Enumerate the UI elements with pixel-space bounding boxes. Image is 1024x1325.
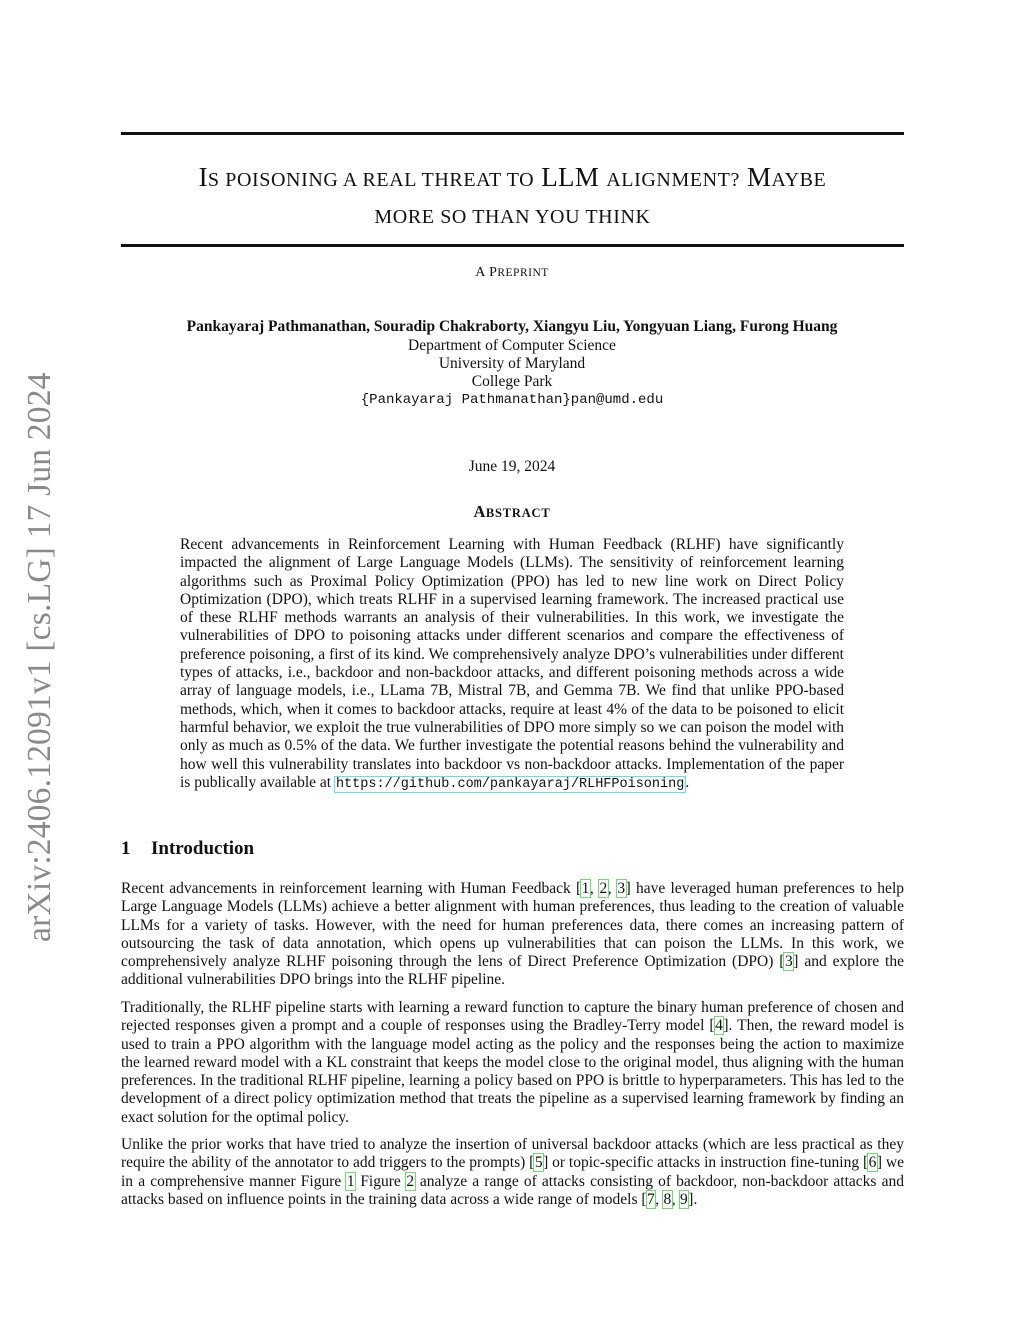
section-heading-introduction: 1 Introduction bbox=[121, 838, 255, 859]
citation-link[interactable]: 4 bbox=[715, 1017, 723, 1035]
title-top-rule bbox=[121, 132, 904, 135]
title-line-2: MORE SO THAN YOU THINK bbox=[374, 206, 651, 228]
affiliation-department: Department of Computer Science bbox=[408, 337, 616, 354]
citation-link[interactable]: 8 bbox=[663, 1190, 672, 1208]
abstract-body: Recent advancements in Reinforcement Learning with Human Feedback (RLHF) have significantly impacted the alignment of Large Language Models (LLMs). The sensitivity of reinforcement learning algorithms such as Proximal Policy Optimization (PPO) has led to new line work on Direct Policy Optimization (DPO), which treats RLHF in a supervised learning framework. The increased practical use of these RLHF methods warrants an analysis of their vulnerabilities. In this work, we investigate the vulnerabilities of DPO to poisoning attacks under different scenarios and compare the effectiveness of preference poisoning, a first of its kind. We comprehensively analyze DPO’s vulnerabilities under different types of attacks, i.e., backdoor and non-backdoor attacks, and different poisoning methods across a wide array of language models, i.e., LLama 7B, Mistral 7B, and Gemma 7B. We find that unlike PPO-based methods, which, when it comes to backdoor attacks, require at least 4% of the data to be poisoned to elicit harmful behavior, we exploit the true vulnerabilities of DPO more simply so we can poison the model with only as much as 0.5% of the data. We further investigate the potential reasons behind the vulnerability and how well this vulnerability translates into backdoor vs non-backdoor attacks. Implementation of the paper is publically available at https://github.com/pankayaraj/RLHFPoisoning. bbox=[180, 536, 844, 792]
figure-reference-link[interactable]: 2 bbox=[406, 1172, 415, 1190]
author-email: {Pankayaraj Pathmanathan}pan@umd.edu bbox=[360, 392, 664, 408]
citation-link[interactable]: 7 bbox=[647, 1190, 655, 1208]
preprint-label: A PREPRINT bbox=[475, 265, 549, 280]
intro-paragraph-1: Recent advancements in reinforcement learning with Human Feedback [1, 2, 3] have leveraged human preferences to help Large Language Models (LLMs) achieve a better alignment with human preferences, thus leading to the creation of valuable LLMs for a variety of tasks. However, with the need for human preferences data, there comes an increasing pattern of outsourcing the task of data annotation, which opens up vulnerabilities that can poison the LLMs. In this work, we comprehensively analyze RLHF poisoning through the lens of Direct Preference Optimization (DPO) [3] and explore the additional vulnerabilities DPO brings into the RLHF pipeline. bbox=[121, 880, 904, 989]
abstract-heading: ABSTRACT bbox=[473, 502, 551, 521]
arxiv-identifier: arXiv:2406.12091v1 [cs.LG] 17 Jun 2024 bbox=[21, 372, 58, 942]
affiliation-location: College Park bbox=[471, 373, 553, 390]
citation-link[interactable]: 9 bbox=[680, 1190, 688, 1208]
title-bottom-rule bbox=[121, 244, 904, 247]
paper-title bbox=[121, 160, 904, 234]
citation-link[interactable]: 3 bbox=[617, 880, 626, 897]
abstract-text: Recent advancements in Reinforcement Learning with Human Feedback (RLHF) have significantly impacted the alignment of Large Language Models (LLMs). The sensitivity of reinforcement learning algorithms such as Proximal Policy Optimization (PPO) has led to new line work on Direct Policy Optimization (DPO), which treats RLHF in a supervised learning framework. The increased practical use of these RLHF methods warrants an analysis of their vulnerabilities. In this work, we investigate the vulnerabilities of DPO to poisoning attacks under different scenarios and compare the effectiveness of preference poisoning, a first of its kind. We comprehensively analyze DPO’s vulnerabilities under different types of attacks, i.e., backdoor and non-backdoor attacks, and different poisoning methods across a wide array of language models, i.e., LLama 7B, Mistral 7B, and Gemma 7B. We find that unlike PPO-based methods, which, when it comes to backdoor attacks, require at least 4% of the data to be poisoned to elicit harmful behavior, we exploit the true vulnerabilities of DPO more simply so we can poison the model with only as much as 0.5% of the data. We further investigate the potential reasons behind the vulnerability and how well this vulnerability translates into backdoor vs non-backdoor attacks. Implementation of the paper is publically available at bbox=[180, 536, 844, 791]
citation-link[interactable]: 1 bbox=[581, 880, 590, 897]
author-list: Pankayaraj Pathmanathan, Souradip Chakraborty, Xiangyu Liu, Yongyuan Liang, Furong Huang bbox=[186, 318, 838, 335]
title-line-1: IS POISONING A REAL THREAT TO LLM ALIGNMENT? MAYBE bbox=[198, 162, 827, 192]
publication-date: June 19, 2024 bbox=[468, 458, 556, 475]
citation-link[interactable]: 2 bbox=[599, 880, 608, 897]
affiliation-university: University of Maryland bbox=[438, 355, 586, 372]
citation-link[interactable]: 5 bbox=[534, 1154, 543, 1172]
intro-paragraph-3: Unlike the prior works that have tried to analyze the insertion of universal backdoor attacks (which are less practical as they require the ability of the annotator to add triggers to the prompts) [5] or topic-specific attacks in instruction fine-tuning [6] we in a comprehensive manner Figure 1 Figure 2 analyze a range of attacks consisting of backdoor, non-backdoor attacks and attacks based on influence points in the training data across a wide range of models [7, 8, 9]. bbox=[121, 1136, 904, 1208]
figure-reference-link[interactable]: 1 bbox=[346, 1172, 355, 1190]
citation-link[interactable]: 6 bbox=[868, 1154, 877, 1172]
citation-link[interactable]: 3 bbox=[784, 953, 793, 971]
intro-paragraph-2: Traditionally, the RLHF pipeline starts with learning a reward function to capture the binary human preference of chosen and rejected responses given a prompt and a couple of responses using the Bradley-Terry model [4]. Then, the reward model is used to train a PPO algorithm with the language model acting as the policy and the responses being the action to maximize the learned reward model with a KL constraint that keeps the model close to the original model, thus aligning with the human preferences. In the traditional RLHF pipeline, learning a policy based on PPO is brittle to hyperparameters. This has led to the development of a direct policy optimization method that treats the pipeline as a supervised learning framework by finding an exact solution for the optimal policy. bbox=[121, 999, 904, 1126]
repository-link[interactable]: https://github.com/pankayaraj/RLHFPoisoning bbox=[335, 776, 685, 792]
